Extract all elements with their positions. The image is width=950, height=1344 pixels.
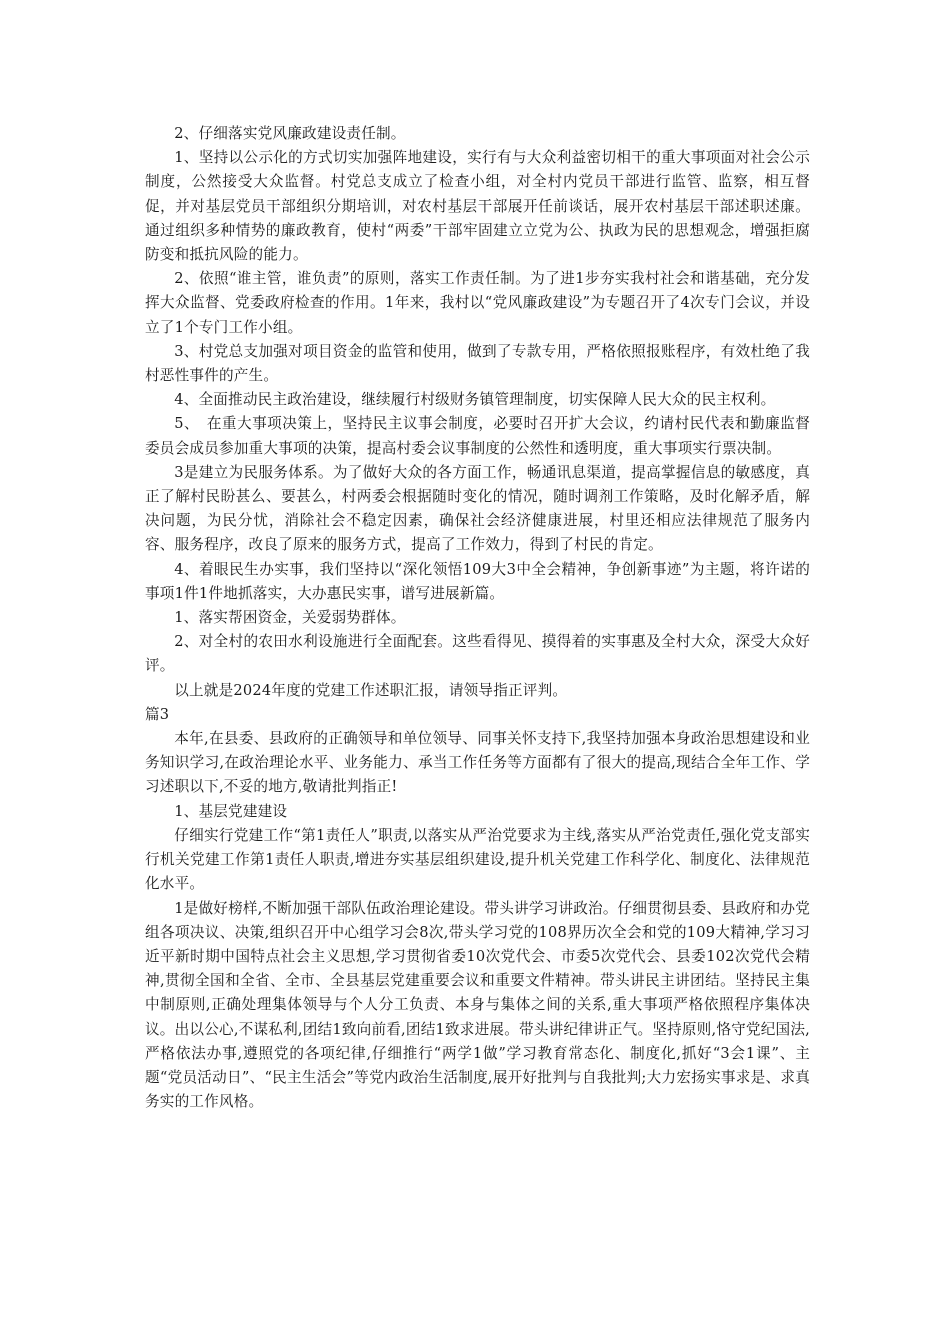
paragraph: 1、坚持以公示化的方式切实加强阵地建设，实行有与大众利益密切相干的重大事项面对社会公示制度，公然接受大众监督。村党总支成立了检查小组，对全村内党员干部进行监管、监察，相互督促，并对基层党员干部组织分期培训，对农村基层干部展开任前谈话，展开农村基层干部述职述廉。通过组织多种情势的廉政教育，使村“两委”干部牢固建立立党为公、执政为民的思想观念，增强拒腐防变和抵抗风险的能力。 xyxy=(145,149,810,264)
paragraph: 仔细实行党建工作“第1责任人”职责,以落实从严治党要求为主线,落实从严治党责任,强化党支部实行机关党建工作第1责任人职责,增进夯实基层组织建设,提升机关党建工作科学化、制度化、法律规范化水平。 xyxy=(145,826,810,893)
paragraph: 1、落实帮困资金，关爱弱势群体。 xyxy=(174,609,406,627)
paragraph: 4、着眼民生办实事，我们坚持以“深化领悟109大3中全会精神，争创新事迹”为主题，将许诺的事项1件1件地抓落实，大办惠民实事，谱写进展新篇。 xyxy=(145,560,810,602)
paragraph: 2、依照“谁主管，谁负责”的原则，落实工作责任制。为了进1步夯实我村社会和谐基础，充分发挥大众监督、党委政府检查的作用。1年来，我村以“党风廉政建设”为专题召开了4次专门会议，并设立了1个专门工作小组。 xyxy=(145,270,810,336)
paragraph: 3、村党总支加强对项目资金的监管和使用，做到了专款专用，严格依照报账程序，有效杜绝了我村恶性事件的产生。 xyxy=(145,342,810,385)
paragraph: 以上就是2024年度的党建工作述职汇报，请领导指正评判。 xyxy=(174,681,568,699)
paragraph: 4、全面推动民主政治建设，继续履行村级财务镇管理制度，切实保障人民大众的民主权利。 xyxy=(174,391,776,409)
paragraph: 2、对全村的农田水利设施进行全面配套。这些看得见、摸得着的实事惠及全村大众，深受大众好评。 xyxy=(145,633,810,675)
paragraph: 1是做好榜样,不断加强干部队伍政治理论建设。带头讲学习讲政治。仔细贯彻县委、县政府和办党组各项决议、决策,组织召开中心组学习会8次,带头学习党的108界历次全会和党的109大精神,学习习近平新时期中国特点社会主义思想,学习贯彻省委10次党代会、市委5次党代会、县委102次党代会精神,贯彻全国和全省、全市、全县基层党建重要会议和重要文件精神。带头讲民主讲团结。坚持民主集中制原则,正确处理集体领导与个人分工负责、本身与集体之间的关系,重大事项严格依照程序集体决议。出以公心,不谋私利,团结1致向前看,团结1致求进展。带头讲纪律讲正气。坚持原则,恪守党纪国法,严格依法办事,遵照党的各项纪律,仔细推行“两学1做”学习教育常态化、制度化,抓好“3会1课”、主题“党员活动日”、“民主生活会”等党内政治生活制度,展开好批判与自我批判;大力宏扬实事求是、求真务实的工作风格。 xyxy=(145,899,810,1111)
document-body xyxy=(145,122,810,1114)
paragraph: 3是建立为民服务体系。为了做好大众的各方面工作，畅通讯息渠道，提高掌握信息的敏感度，真正了解村民盼甚么、要甚么，村两委会根据随时变化的情况，随时调剂工作策略，及时化解矛盾，解决问题，为民分忧，消除社会不稳定因素，确保社会经济健康进展，村里还相应法律规范了服务内容、服务程序，改良了原来的服务方式，提高了工作效力，得到了村民的肯定。 xyxy=(145,463,810,554)
paragraph: 1、基层党建建设 xyxy=(174,802,288,820)
section-heading: 篇3 xyxy=(145,705,170,723)
paragraph: 5、 在重大事项决策上，坚持民主议事会制度，必要时召开扩大会议，约请村民代表和勤廉监督委员会成员参加重大事项的决策，提高村委会议事制度的公然性和透明度，重大事项实行票决制。 xyxy=(145,415,810,457)
paragraph: 本年,在县委、县政府的正确领导和单位领导、同事关怀支持下,我坚持加强本身政治思想建设和业务知识学习,在政治理论水平、业务能力、承当工作任务等方面都有了很大的提高,现结合全年工作、学习述职以下,不妥的地方,敬请批判指正! xyxy=(145,730,810,796)
paragraph: 2、仔细落实党风廉政建设责任制。 xyxy=(174,125,406,142)
